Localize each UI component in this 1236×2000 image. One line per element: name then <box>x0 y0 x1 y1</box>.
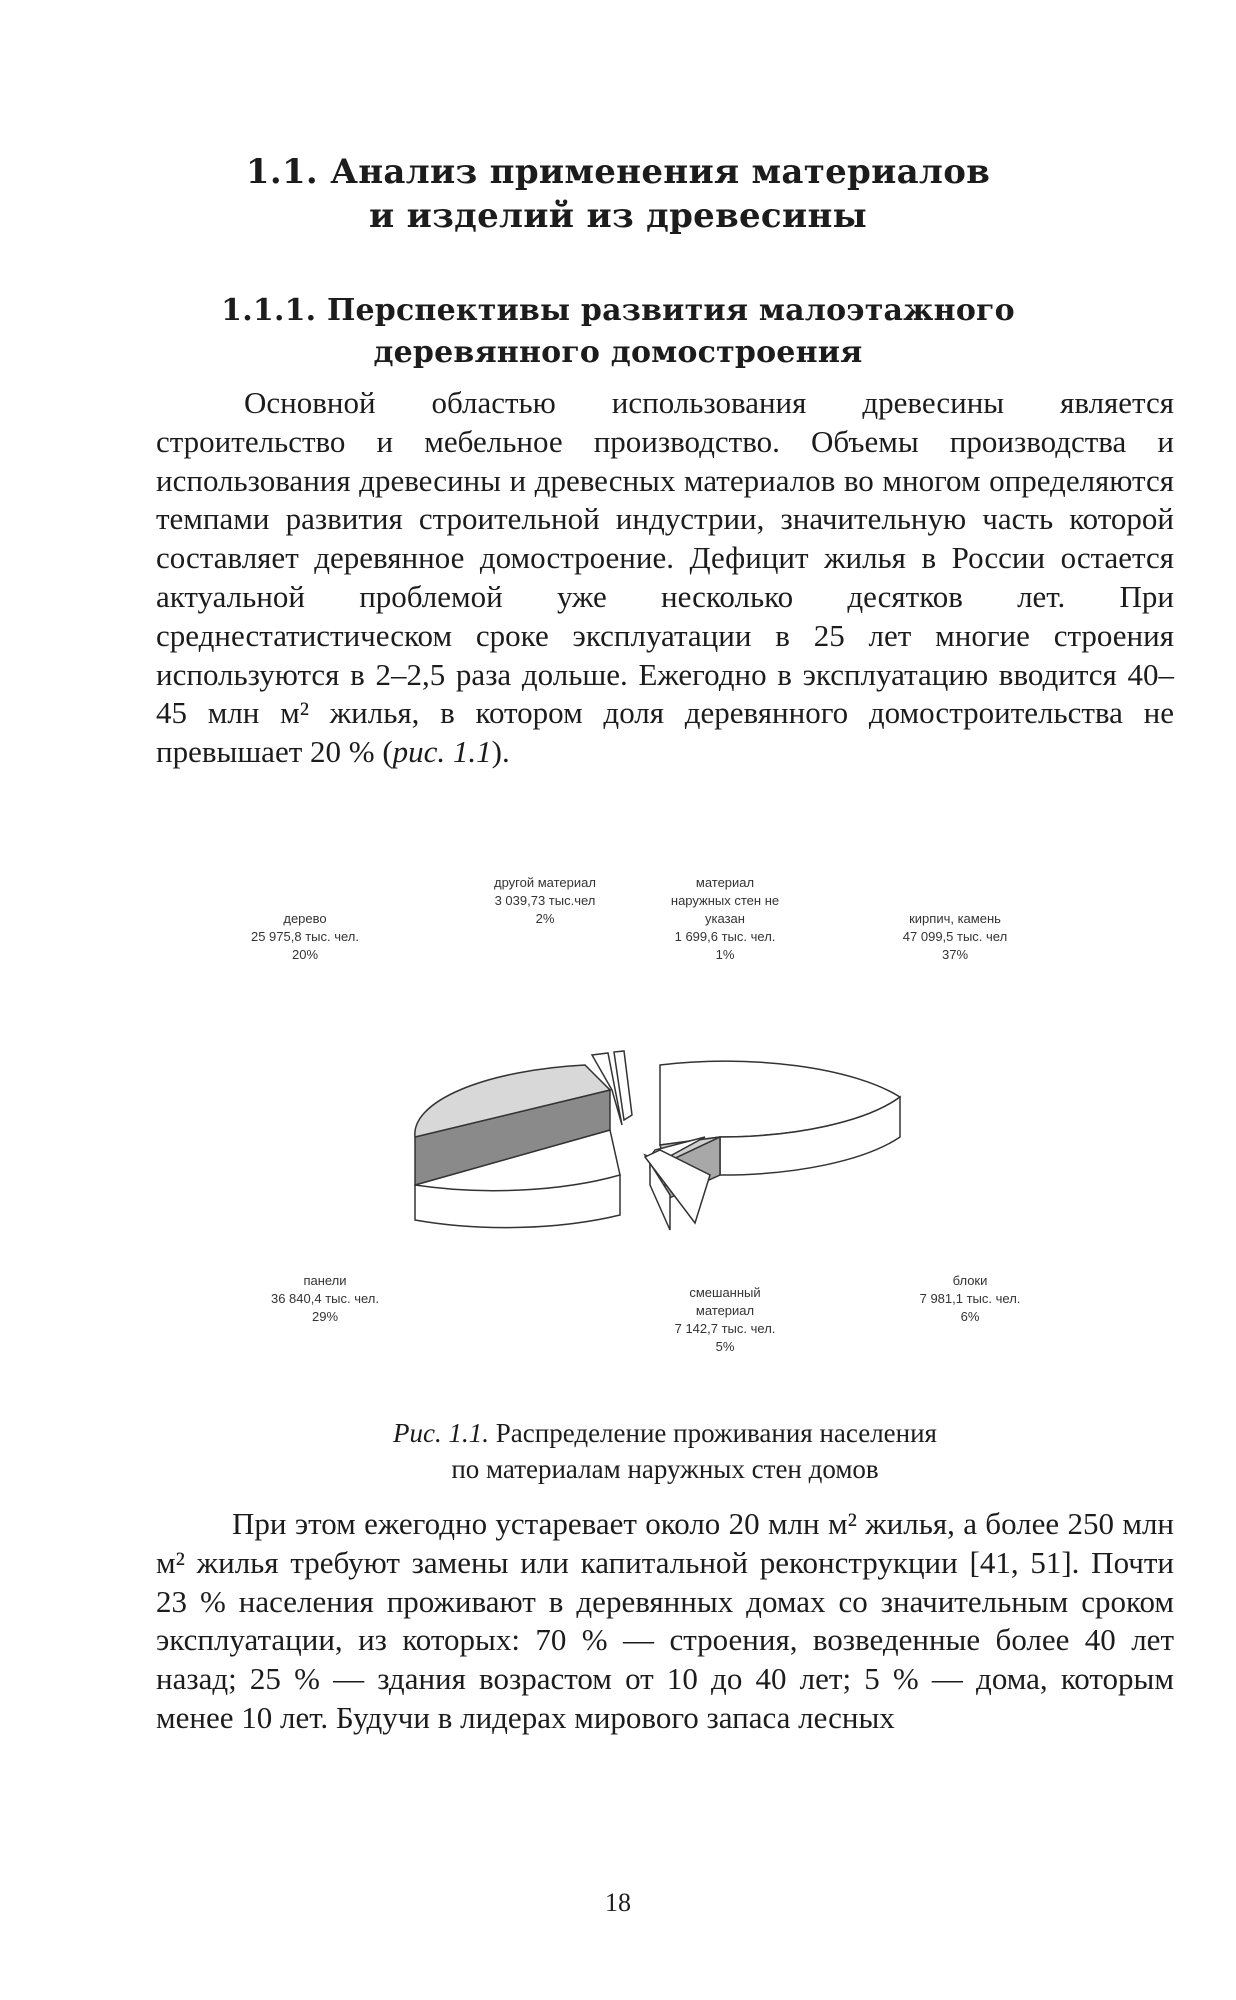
label-panels <box>271 1273 379 1324</box>
label-panels-name: панели <box>303 1273 347 1288</box>
label-mixed-name: смешанный <box>689 1285 761 1300</box>
pie-3d-group <box>415 1051 900 1230</box>
figure-caption-text1: Распределение проживания населения <box>495 1418 937 1448</box>
label-wood-percent: 20% <box>291 947 319 962</box>
label-mixed <box>675 1285 776 1354</box>
label-other-material-name: другой материал <box>494 875 596 890</box>
label-brick-name: кирпич, камень <box>909 911 1001 926</box>
paragraph-1-text: Основной областью использования древесины является строительство и мебельное производство. Объемы производства и использования древесины и древесных материалов во многом определяются темпами развития строительной индустрии, значительную часть которой составляет деревянное домостроение. Дефицит жилья в России остается актуальной проблемой уже несколько десятков лет. При среднестатистическом сроке эксплуатации в 25 лет многие строения используются в 2–2,5 раза дольше. Ежегодно в эксплуатацию вводится 40–45 млн м² жилья, в котором доля деревянного домостроительства не превышает 20 % ( <box>156 385 1174 770</box>
label-wood-name: дерево <box>283 911 327 926</box>
slice-not-specified <box>614 1051 632 1120</box>
label-not-specified-name-3: указан <box>705 911 745 926</box>
figure-caption-line2: по материалам наружных стен домов <box>451 1454 879 1484</box>
figure-label: Рис. 1.1. <box>393 1418 490 1448</box>
label-not-specified <box>671 875 779 962</box>
paragraph-2: При этом ежегодно устаревает около 20 млн м² жилья, а более 250 млн м² жилья требуют замены или капитальной реконструкции [41, 51]. Почти 23 % населения проживают в деревянных домах со значительным сроком эксплуатации, из которых: 70 % — строения, возведенные более 40 лет назад; 25 % — здания возрастом от 10 до 40 лет; 5 % — дома, которым менее 10 лет. Будучи в лидерах мирового запаса лесных <box>156 1506 1174 1735</box>
label-brick <box>903 911 1007 962</box>
label-other-material-percent: 2% <box>535 911 555 926</box>
label-other-material <box>494 875 596 926</box>
label-brick-value: 47 099,5 тыс. чел <box>902 929 1008 944</box>
label-wood <box>251 911 359 962</box>
label-mixed-name-2: материал <box>695 1303 755 1318</box>
label-blocks-value: 7 981,1 тыс. чел. <box>919 1291 1021 1306</box>
paragraph-1 <box>156 384 1174 772</box>
label-not-specified-name-2: наружных стен не <box>670 893 780 908</box>
label-mixed-percent: 5% <box>715 1339 735 1354</box>
label-panels-value: 36 840,4 тыс. чел. <box>270 1291 380 1306</box>
pie-chart <box>240 875 1060 1395</box>
figure-caption <box>156 1415 1174 1487</box>
label-wood-value: 25 975,8 тыс. чел. <box>250 929 360 944</box>
subsection-title-line2: деревянного домостроения <box>373 335 863 370</box>
label-not-specified-value: 1 699,6 тыс. чел. <box>674 929 776 944</box>
paragraph-1-end: ). <box>491 734 510 770</box>
label-blocks-name: блоки <box>952 1273 988 1288</box>
section-title-line2: и изделий из древесины <box>368 196 868 236</box>
label-not-specified-name: материал <box>695 875 755 890</box>
label-brick-percent: 37% <box>941 947 969 962</box>
subsection-title-line1: 1.1.1. Перспективы развития малоэтажного <box>221 293 1015 328</box>
label-mixed-value: 7 142,7 тыс. чел. <box>674 1321 776 1336</box>
section-title <box>150 150 1086 238</box>
figure-caption-line1 <box>156 1415 1174 1451</box>
page-number: 18 <box>605 1888 631 1917</box>
section-title-line1: 1.1. Анализ применения материалов <box>245 152 991 192</box>
subsection-title <box>150 290 1086 374</box>
label-blocks-percent: 6% <box>960 1309 980 1324</box>
figure-reference: рис. 1.1 <box>392 734 492 770</box>
label-panels-percent: 29% <box>311 1309 339 1324</box>
label-not-specified-percent: 1% <box>715 947 735 962</box>
label-other-material-value: 3 039,73 тыс.чел <box>494 893 596 908</box>
label-blocks <box>920 1273 1021 1324</box>
